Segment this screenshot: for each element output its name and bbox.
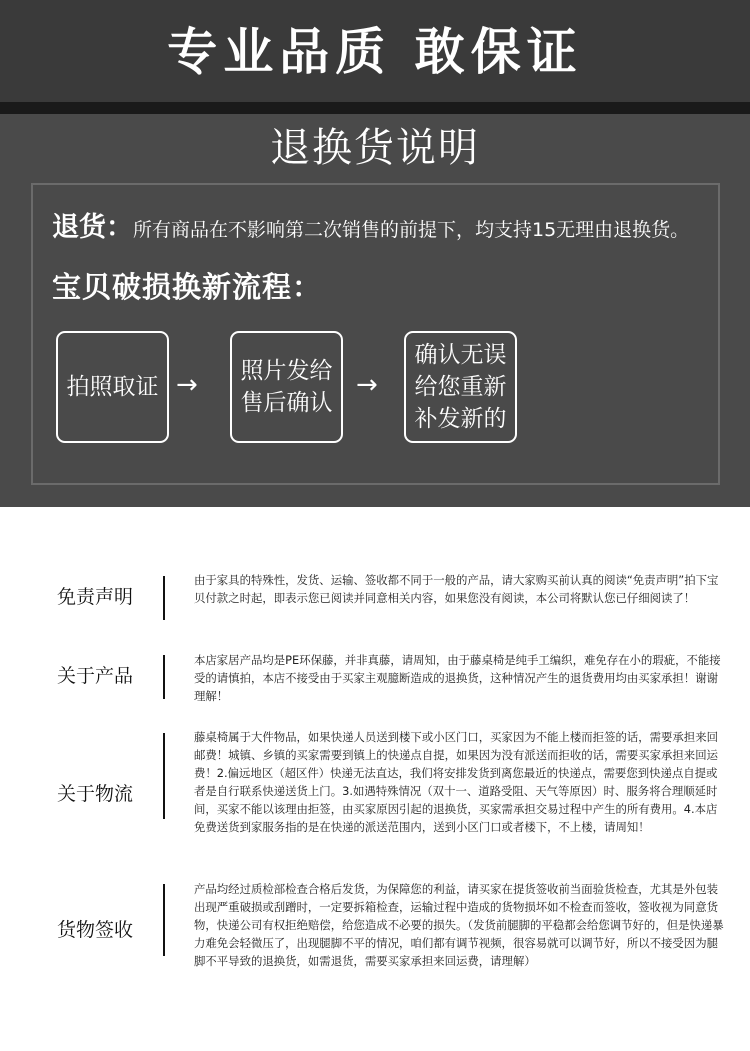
divider-bar — [163, 733, 165, 819]
divider-bar — [163, 884, 165, 956]
returns-title: 退换货说明 — [270, 125, 480, 171]
return-policy — [52, 206, 732, 253]
product-label: 关于产品 — [57, 665, 134, 687]
header-separator — [0, 102, 750, 114]
page-title: 专业品质 敢保证 — [167, 23, 583, 81]
flow-arrow-icon: → — [356, 370, 378, 400]
flow-step-photo: 拍照取证 — [56, 331, 169, 443]
exchange-flow-title: 宝贝破损换新流程： — [52, 270, 323, 304]
flow-step-resend: 确认无误给您重新补发新的 — [404, 331, 517, 443]
product-text: 本店家居产品均是PE环保藤，并非真藤，请周知，由于藤桌椅是纯手工编织，难免存在小的瑕疵，不能接受的请慎拍，本店不接受由于买家主观臆断造成的退换货，这种情况产生的退货费用均由买家承担！谢谢理解！ — [194, 653, 721, 703]
flow-step-confirm: 照片发给售后确认 — [230, 331, 343, 443]
flow-arrow-icon: → — [176, 370, 198, 400]
return-policy-text: 所有商品在不影响第二次销售的前提下，均支持15无理由退换货。 — [133, 219, 690, 241]
return-policy-label: 退货： — [52, 212, 133, 243]
delivery-text: 产品均经过质检部检查合格后发货，为保障您的利益，请买家在提货签收前当面验货检查，尤其是外包装出现严重破损或刮蹭时，一定要拆箱检查，运输过程中造成的货物损坏如不检查而签收，签收视为同意货物，快递公司有权拒绝赔偿，给您造成不必要的损失。（发货前腿脚的平稳都会给您调节好的，但是快递暴力难免会轻微压了，出现腿脚不平的情况，咱们都有调节视频，很容易就可以调节好，所以不接受因为腿脚不平导致的退换货，如需退货，需要买家承担来回运费，请理解） — [194, 882, 724, 968]
disclaimer-label: 免责声明 — [57, 586, 134, 608]
delivery-label: 货物签收 — [57, 919, 134, 941]
divider-bar — [163, 655, 165, 699]
divider-bar — [163, 576, 165, 620]
logistics-text: 藤桌椅属于大件物品，如果快递人员送到楼下或小区门口，买家因为不能上楼而拒签的话，需要承担来回邮费！城镇、乡镇的买家需要到镇上的快递点自提，如果因为没有派送而拒收的话，需要买家承担来回运费！2.偏远地区（超区件）快递无法直达，我们将安排发货到离您最近的快递点，需要您到快递点自提或者是自行联系快递送货上门。3.如遇特殊情况（双十一、道路受阻、天气等原因）时、服务将合理顺延时间，买家不能以该理由拒签，由买家原因引起的退换货，买家需承担交易过程中产生的所有费用。4.本店免费送货到家服务指的是在快递的派送范围内，送到小区门口或者楼下，不上楼，请周知！ — [194, 730, 718, 834]
disclaimer-text: 由于家具的特殊性，发货、运输、签收都不同于一般的产品，请大家购买前认真的阅读“免责声明”拍下宝贝付款之时起，即表示您已阅读并同意相关内容，如果您没有阅读，本公司将默认您已仔细阅读了！ — [194, 573, 719, 605]
logistics-label: 关于物流 — [57, 783, 134, 805]
